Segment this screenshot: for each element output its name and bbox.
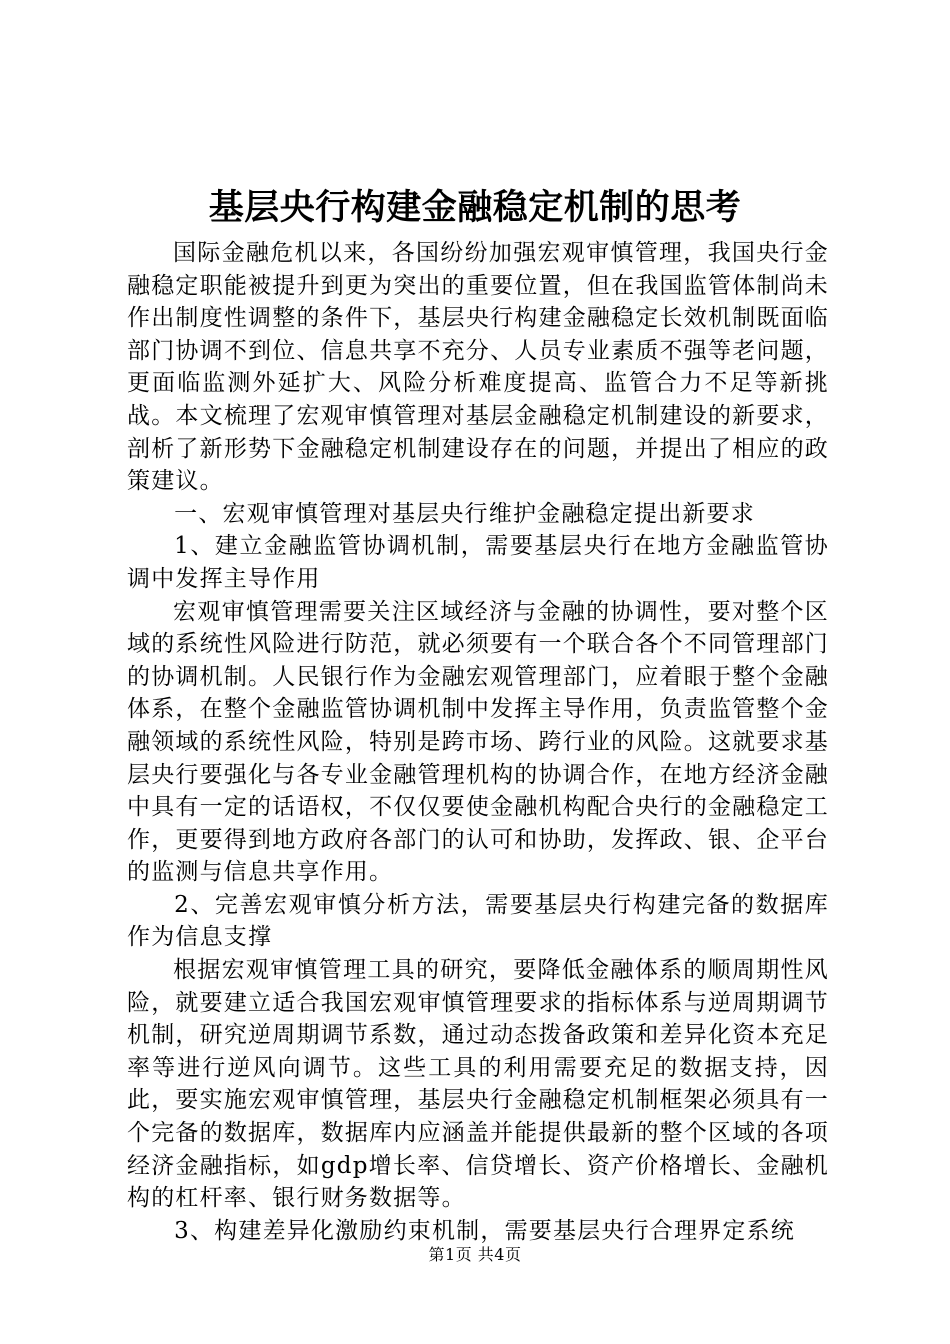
intro-paragraph: 国际金融危机以来，各国纷纷加强宏观审慎管理，我国央行金融稳定职能被提升到更为突出的重要位置，但在我国监管体制尚未作出制度性调整的条件下，基层央行构建金融稳定长效机制既面临部门协调不到位、信息共享不充分、人员专业素质不强等老问题，更面临监测外延扩大、风险分析难度提高、监管合力不足等新挑战。本文梳理了宏观审慎管理对基层金融稳定机制建设的新要求，剖析了新形势下金融稳定机制建设存在的问题，并提出了相应的政策建议。 bbox=[127, 240, 829, 495]
body-paragraph-2: 根据宏观审慎管理工具的研究，要降低金融体系的顺周期性风险，就要建立适合我国宏观审慎管理要求的指标体系与逆周期调节机制，研究逆周期调节系数，通过动态拨备政策和差异化资本充足率等进行逆风向调节。这些工具的利用需要充足的数据支持，因此，要实施宏观审慎管理，基层央行金融稳定机制框架必须具有一个完备的数据库，数据库内应涵盖并能提供最新的整个区域的各项经济金融指标，如gdp增长率、信贷增长、资产价格增长、金融机构的杠杆率、银行财务数据等。 bbox=[127, 957, 829, 1212]
subsection-heading-3: 3、构建差异化激励约束机制，需要基层央行合理界定系统 bbox=[174, 1217, 795, 1244]
subsection-heading-1: 1、建立金融监管协调机制，需要基层央行在地方金融监管协调中发挥主导作用 bbox=[127, 533, 829, 592]
document-body bbox=[127, 237, 829, 1247]
document-title: 基层央行构建金融稳定机制的思考 bbox=[208, 187, 742, 228]
section-heading-1: 一、宏观审慎管理对基层央行维护金融稳定提出新要求 bbox=[174, 500, 755, 527]
body-paragraph-1: 宏观审慎管理需要关注区域经济与金融的协调性，要对整个区域的系统性风险进行防范，就必须要有一个联合各个不同管理部门的协调机制。人民银行作为金融宏观管理部门，应着眼于整个金融体系，在整个金融监管协调机制中发挥主导作用，负责监管整个金融领域的系统性风险，特别是跨市场、跨行业的风险。这就要求基层央行要强化与各专业金融管理机构的协调合作，在地方经济金融中具有一定的话语权，不仅仅要使金融机构配合央行的金融稳定工作，更要得到地方政府各部门的认可和协助，发挥政、银、企平台的监测与信息共享作用。 bbox=[127, 598, 829, 886]
page-footer: 第1页 共4页 bbox=[428, 1245, 522, 1264]
subsection-heading-2: 2、完善宏观审慎分析方法，需要基层央行构建完备的数据库作为信息支撑 bbox=[127, 891, 829, 951]
